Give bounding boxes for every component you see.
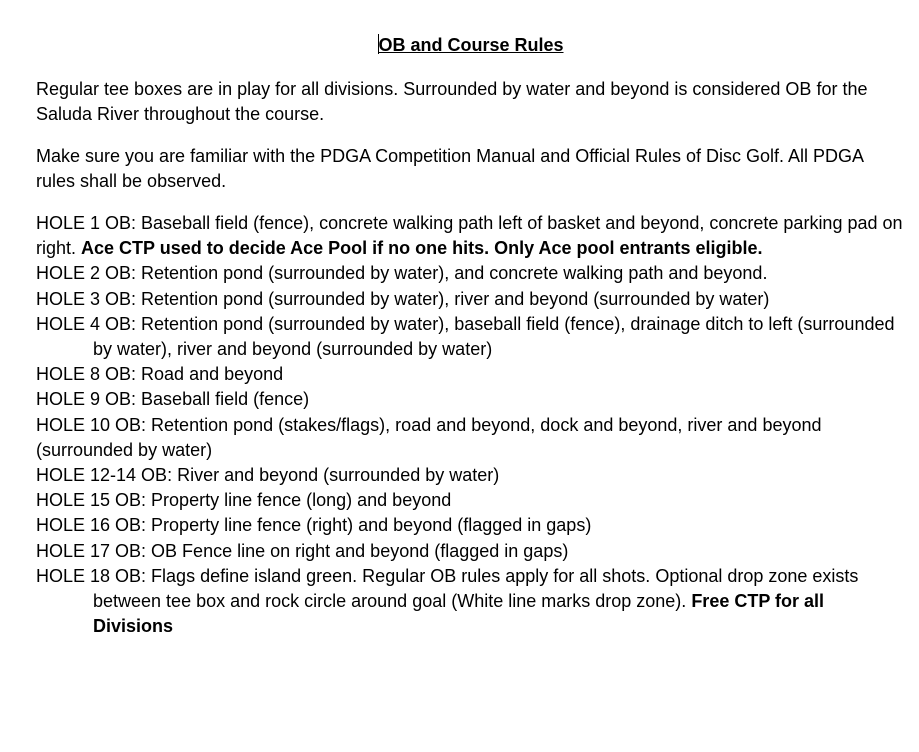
hole-rule-3: [36, 287, 906, 312]
hole-rule-4: [36, 312, 906, 362]
hole-rule-text: HOLE 4 OB: Retention pond (surrounded by water), baseball field (fence), drainage ditch to left (surrounded by water), river and beyond (surrounded by water): [36, 313, 895, 360]
hole-rule-text: HOLE 10 OB: Retention pond (stakes/flags), road and beyond, dock and beyond, river and beyond (surrounded by water): [36, 414, 822, 460]
paragraph-pdga-rules: Make sure you are familiar with the PDGA Competition Manual and Official Rules of Disc Golf. All PDGA rules shall be observed.: [36, 146, 864, 191]
hole-rule-10: [36, 413, 906, 463]
paragraph-tee-boxes: Regular tee boxes are in play for all divisions. Surrounded by water and beyond is considered OB for the Saluda River throughout the course.: [36, 79, 868, 124]
document-title-text: OB and Course Rules: [378, 35, 564, 55]
hole-rule-17: [36, 539, 906, 564]
hole-rule-8: [36, 362, 906, 387]
hole-rule-15: [36, 488, 906, 513]
hole-rule-text: HOLE 1 OB: Baseball field (fence), concrete walking path left of basket and beyond, concrete parking pad on right.: [36, 213, 903, 259]
hole-rule-16: [36, 513, 906, 538]
hole-rule-text: HOLE 9 OB: Baseball field (fence): [36, 389, 310, 410]
hole-rule-text: HOLE 17 OB: OB Fence line on right and beyond (flagged in gaps): [36, 540, 569, 561]
hole-rule-text: HOLE 18 OB: Flags define island green. Regular OB rules apply for all shots. Optional drop zone exists between tee box and rock circle around goal (White line marks drop zone).: [36, 565, 859, 612]
document-page: [36, 30, 906, 639]
hole-rule-text: HOLE 2 OB: Retention pond (surrounded by water), and concrete walking path and beyond.: [36, 263, 768, 284]
hole-rule-text: HOLE 15 OB: Property line fence (long) and beyond: [36, 490, 452, 511]
hole-rule-1: [36, 211, 906, 261]
hole-rule-9: [36, 387, 906, 412]
document-title: [36, 30, 906, 61]
hole-rule-bold-note: Free CTP for all Divisions: [93, 591, 825, 637]
hole-rule-2: [36, 261, 906, 286]
hole-rules-list: [36, 211, 906, 639]
hole-rule-text: HOLE 16 OB: Property line fence (right) and beyond (flagged in gaps): [36, 515, 592, 536]
hole-rule-12-14: [36, 463, 906, 488]
hole-rule-text: HOLE 3 OB: Retention pond (surrounded by water), river and beyond (surrounded by water): [36, 288, 770, 309]
hole-rule-text: HOLE 8 OB: Road and beyond: [36, 364, 284, 385]
hole-rule-text: HOLE 12-14 OB: River and beyond (surrounded by water): [36, 465, 500, 486]
hole-rule-18: [36, 564, 906, 640]
hole-rule-bold-note: Ace CTP used to decide Ace Pool if no one hits. Only Ace pool entrants eligible.: [81, 238, 763, 259]
